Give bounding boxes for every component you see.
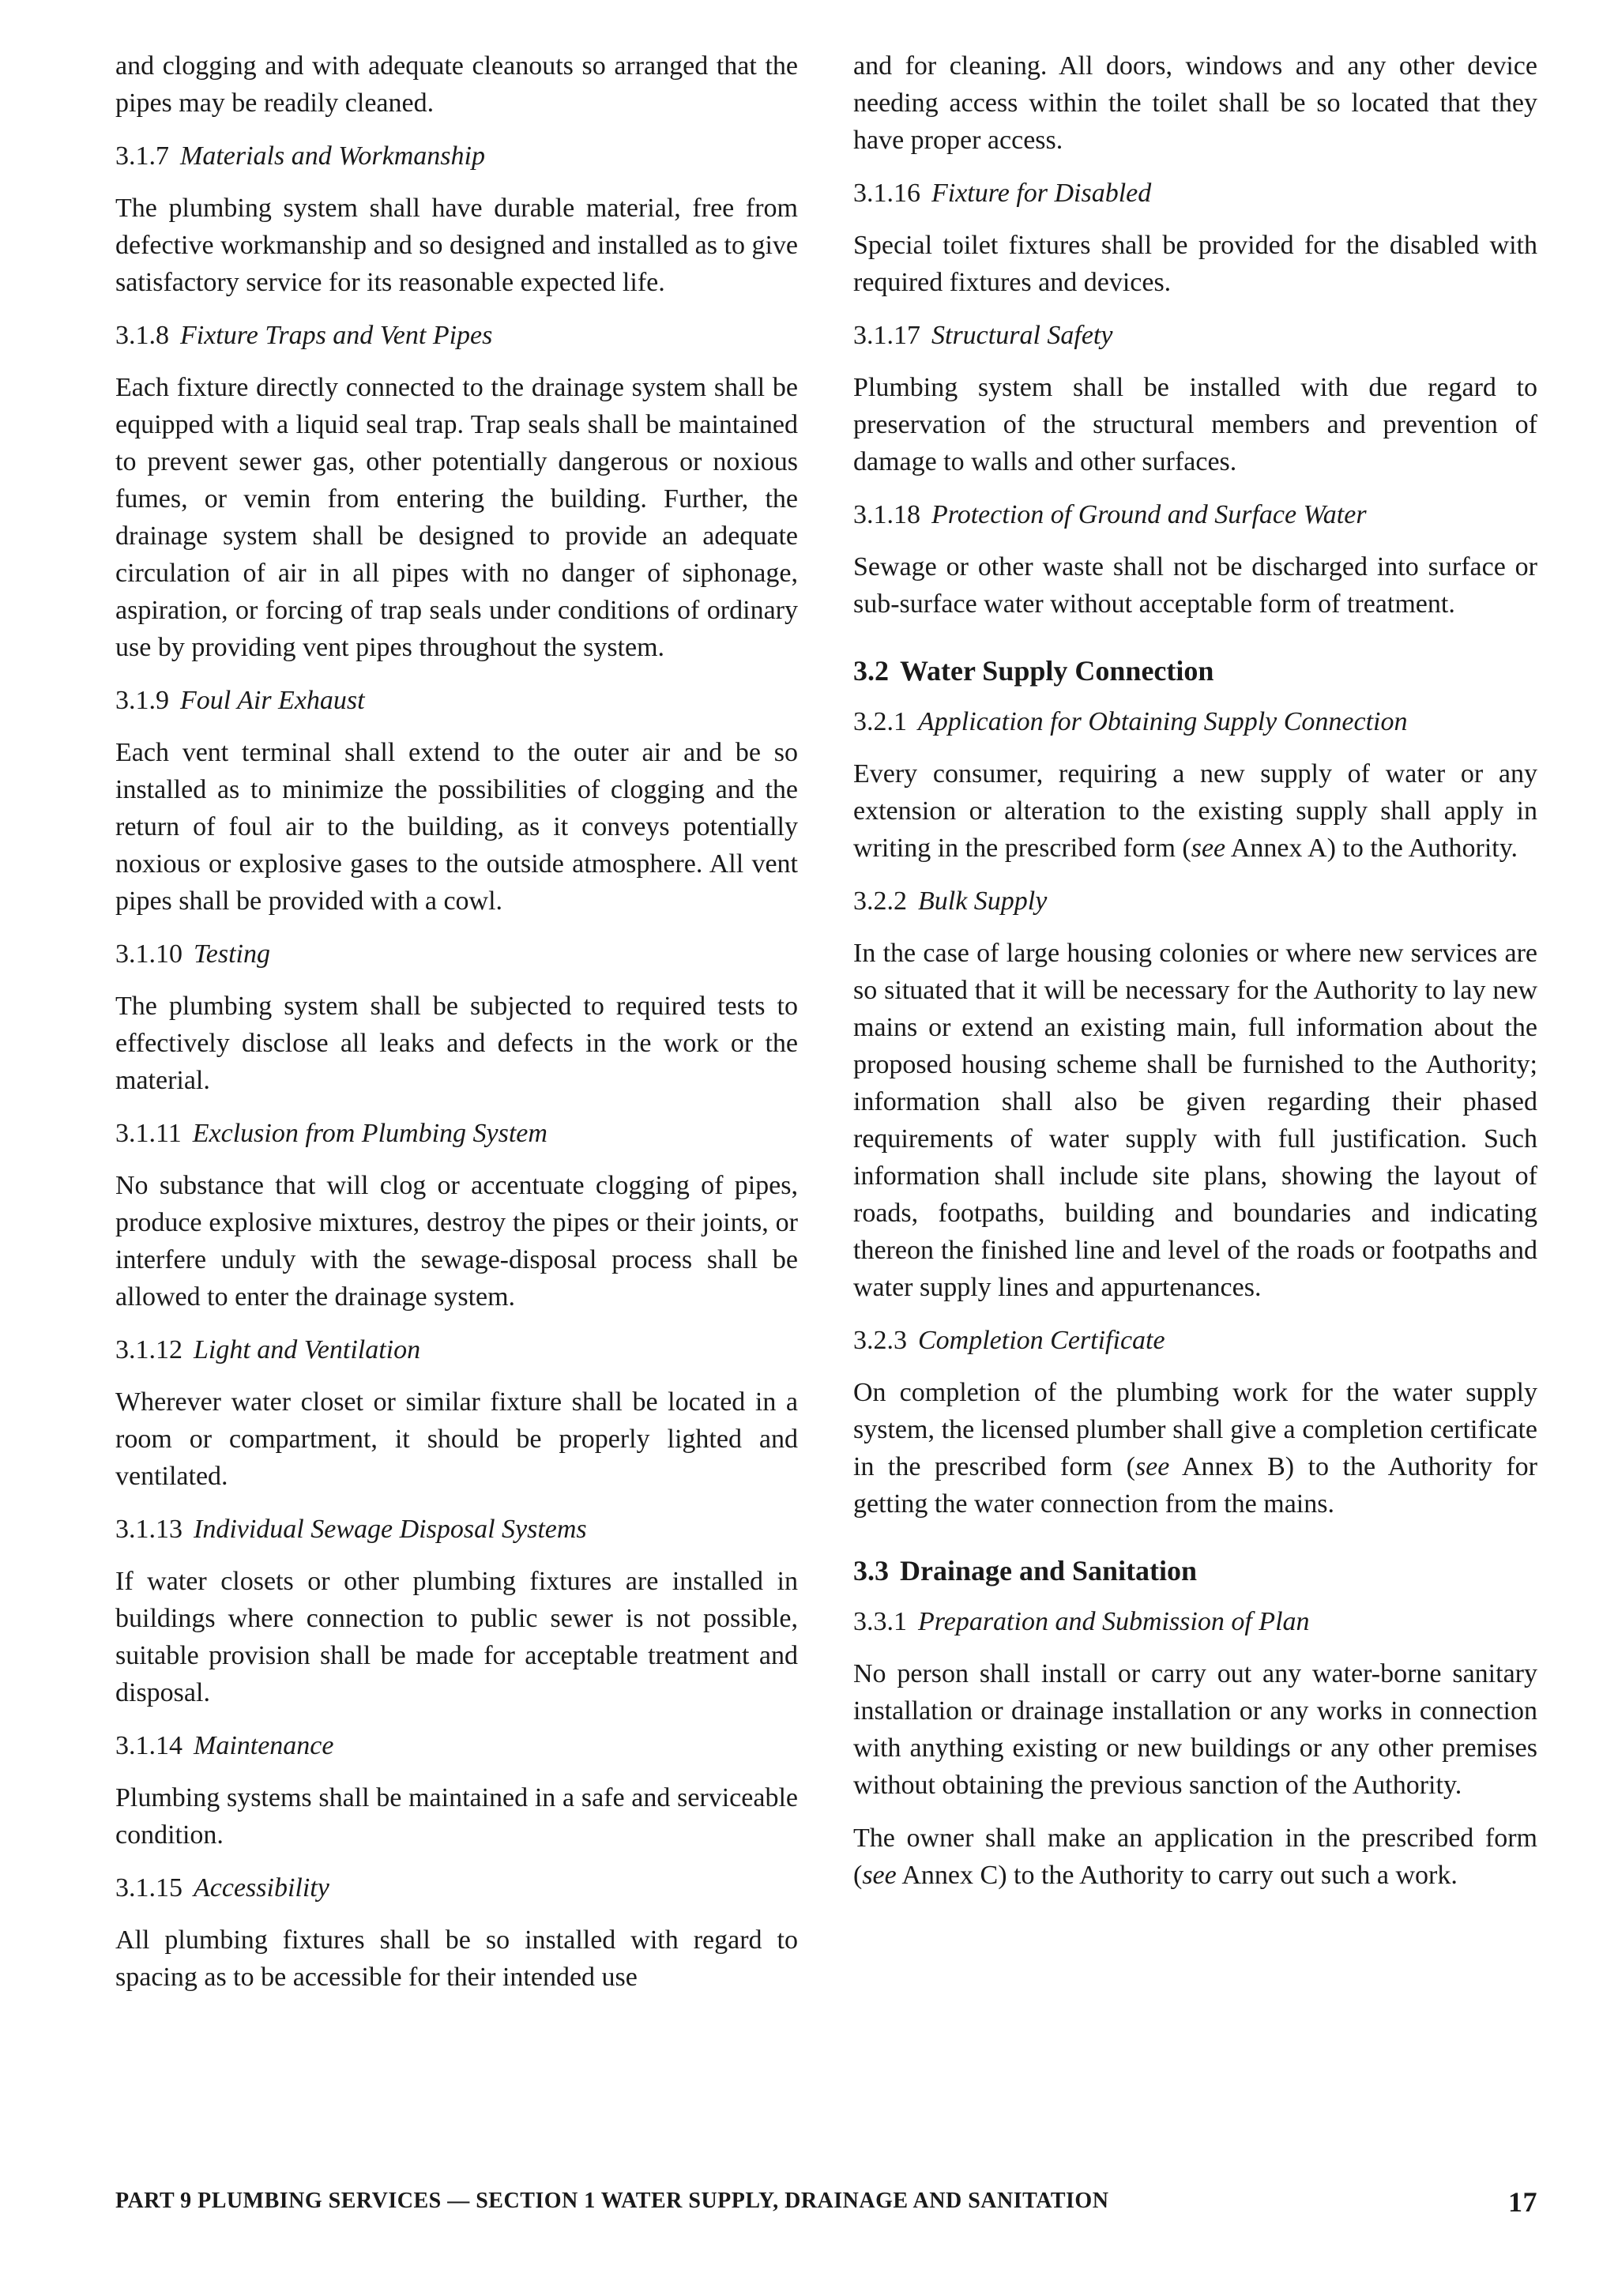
subsection-heading-3-1-9 <box>115 683 798 718</box>
paragraph: If water closets or other plumbing fixtures are installed in buildings where connection to public sewer is not possible, suitable provision shall be made for acceptable treatment and disposal. <box>115 1567 798 1707</box>
paragraph <box>853 1374 1537 1523</box>
paragraph: The plumbing system shall be subjected to required tests to effectively disclose all leaks and defects in the work or the material. <box>115 992 798 1095</box>
paragraph: In the case of large housing colonies or where new services are so situated that it will be necessary for the Authority to lay new mains or extend an existing main, full information about the proposed housing scheme shall be furnished to the Authority; information shall also be given regarding their phased requirements of water supply with full justification. Such information shall include site plans, showing the layout of roads, footpaths, building and boundaries and indicating thereon the finished line and level of the roads or footpaths and water supply lines and appurtenances. <box>853 939 1537 1302</box>
subsection-heading-3-1-18 <box>853 498 1537 533</box>
section-heading-3-2 <box>853 653 1537 689</box>
subsection-title: Application for Obtaining Supply Connection <box>918 707 1408 736</box>
subsection-title: Fixture Traps and Vent Pipes <box>180 321 493 350</box>
subsection-title: Foul Air Exhaust <box>180 686 365 715</box>
subsection-number: 3.1.11 <box>115 1119 182 1148</box>
subsection-number: 3.1.18 <box>853 500 920 529</box>
running-title: PART 9 PLUMBING SERVICES — SECTION 1 WATER SUPPLY, DRAINAGE AND SANITATION <box>115 2189 1109 2213</box>
subsection-title: Fixture for Disabled <box>931 179 1152 208</box>
section-number: 3.2 <box>853 655 889 687</box>
subsection-number: 3.1.9 <box>115 686 169 715</box>
paragraph-text: Annex B) to the Authority for getting the water connection from the mains. <box>853 1452 1537 1519</box>
page-footer <box>115 2186 1537 2218</box>
section-title: Water Supply Connection <box>900 655 1214 687</box>
subsection-number: 3.2.1 <box>853 707 907 736</box>
subsection-heading-3-1-10 <box>115 937 798 972</box>
paragraph-text: On completion of the plumbing work for the water supply system, the licensed plumber shall give a completion certificate in the prescribed form ( <box>853 1378 1537 1481</box>
subsection-title: Testing <box>194 939 271 969</box>
subsection-number: 3.1.17 <box>853 321 920 350</box>
subsection-heading-3-2-3 <box>853 1323 1537 1358</box>
section-heading-3-3 <box>853 1553 1537 1589</box>
paragraph: No substance that will clog or accentuate clogging of pipes, produce explosive mixtures, destroy the pipes or their joints, or interfere unduly with the sewage-disposal process shall be allowed to enter the drainage system. <box>115 1171 798 1312</box>
paragraph: Special toilet fixtures shall be provided for the disabled with required fixtures and devices. <box>853 231 1537 297</box>
subsection-title: Bulk Supply <box>918 886 1048 916</box>
subsection-heading-3-1-8 <box>115 318 798 353</box>
paragraph: No person shall install or carry out any water-borne sanitary installation or drainage installation or any works in connection with anything existing or new buildings or any other premises without obtaining the previous sanction of the Authority. <box>853 1659 1537 1800</box>
paragraph: and for cleaning. All doors, windows and any other device needing access within the toilet shall be so located that they have proper access. <box>853 51 1537 155</box>
paragraph: Plumbing systems shall be maintained in a safe and serviceable condition. <box>115 1783 798 1850</box>
subsection-title: Completion Certificate <box>918 1326 1165 1355</box>
page-number: 17 <box>1508 2186 1537 2218</box>
subsection-heading-3-1-14 <box>115 1729 798 1763</box>
subsection-title: Materials and Workmanship <box>180 141 485 171</box>
left-column <box>115 47 798 1996</box>
paragraph: The plumbing system shall have durable material, free from defective workmanship and so designed and installed as to give satisfactory service for its reasonable expected life. <box>115 194 798 297</box>
subsection-number: 3.2.3 <box>853 1326 907 1355</box>
subsection-number: 3.2.2 <box>853 886 907 916</box>
subsection-number: 3.1.15 <box>115 1873 182 1903</box>
subsection-number: 3.1.8 <box>115 321 169 350</box>
paragraph-text: Annex A) to the Authority. <box>1225 834 1518 863</box>
subsection-heading-3-1-16 <box>853 176 1537 211</box>
subsection-title: Accessibility <box>194 1873 329 1903</box>
subsection-heading-3-1-15 <box>115 1871 798 1906</box>
see-reference: see <box>1191 834 1226 863</box>
paragraph: Sewage or other waste shall not be discharged into surface or sub-surface water without acceptable form of treatment. <box>853 552 1537 619</box>
subsection-title: Maintenance <box>194 1731 334 1760</box>
subsection-number: 3.1.13 <box>115 1515 182 1544</box>
subsection-number: 3.1.7 <box>115 141 169 171</box>
subsection-title: Individual Sewage Disposal Systems <box>194 1515 587 1544</box>
subsection-title: Preparation and Submission of Plan <box>918 1607 1310 1636</box>
section-number: 3.3 <box>853 1555 889 1586</box>
paragraph: and clogging and with adequate cleanouts so arranged that the pipes may be readily cleaned. <box>115 51 798 118</box>
paragraph-text: The owner shall make an application in the prescribed form ( <box>853 1824 1537 1890</box>
subsection-heading-3-2-1 <box>853 705 1537 740</box>
subsection-number: 3.1.16 <box>853 179 920 208</box>
subsection-title: Protection of Ground and Surface Water <box>931 500 1367 529</box>
paragraph: All plumbing fixtures shall be so installed with regard to spacing as to be accessible for their intended use <box>115 1925 798 1992</box>
subsection-number: 3.1.10 <box>115 939 182 969</box>
paragraph <box>853 1820 1537 1894</box>
subsection-heading-3-1-11 <box>115 1116 798 1151</box>
subsection-title: Structural Safety <box>931 321 1113 350</box>
subsection-title: Light and Ventilation <box>194 1335 421 1364</box>
subsection-number: 3.3.1 <box>853 1607 907 1636</box>
subsection-heading-3-1-7 <box>115 139 798 174</box>
subsection-number: 3.1.14 <box>115 1731 182 1760</box>
paragraph <box>853 755 1537 867</box>
paragraph: Each vent terminal shall extend to the outer air and be so installed as to minimize the possibilities of clogging and the return of foul air to the building, as it conveys potentially noxious or explosive gases to the outside atmosphere. All vent pipes shall be provided with a cowl. <box>115 738 798 916</box>
paragraph: Wherever water closet or similar fixture shall be located in a room or compartment, it should be properly lighted and ventilated. <box>115 1387 798 1491</box>
right-column <box>853 47 1537 1894</box>
subsection-heading-3-1-12 <box>115 1333 798 1368</box>
subsection-heading-3-3-1 <box>853 1605 1537 1639</box>
see-reference: see <box>862 1861 897 1890</box>
subsection-heading-3-1-13 <box>115 1512 798 1547</box>
subsection-title: Exclusion from Plumbing System <box>192 1119 547 1148</box>
see-reference: see <box>1134 1452 1170 1481</box>
subsection-heading-3-2-2 <box>853 884 1537 919</box>
paragraph-text: Every consumer, requiring a new supply of water or any extension or alteration to the existing supply shall apply in writing in the prescribed form ( <box>853 759 1537 863</box>
subsection-heading-3-1-17 <box>853 318 1537 353</box>
paragraph-text: Annex C) to the Authority to carry out such a work. <box>896 1861 1458 1890</box>
paragraph: Plumbing system shall be installed with due regard to preservation of the structural members and prevention of damage to walls and other surfaces. <box>853 373 1537 476</box>
subsection-number: 3.1.12 <box>115 1335 182 1364</box>
paragraph: Each fixture directly connected to the drainage system shall be equipped with a liquid seal trap. Trap seals shall be maintained to prevent sewer gas, other potentially dangerous or noxious fumes, or vemin from entering the building. Further, the drainage system shall be designed to provide an adequate circulation of air in all pipes with no danger of siphonage, aspiration, or forcing of trap seals under conditions of ordinary use by providing vent pipes throughout the system. <box>115 373 798 662</box>
section-title: Drainage and Sanitation <box>900 1555 1198 1586</box>
